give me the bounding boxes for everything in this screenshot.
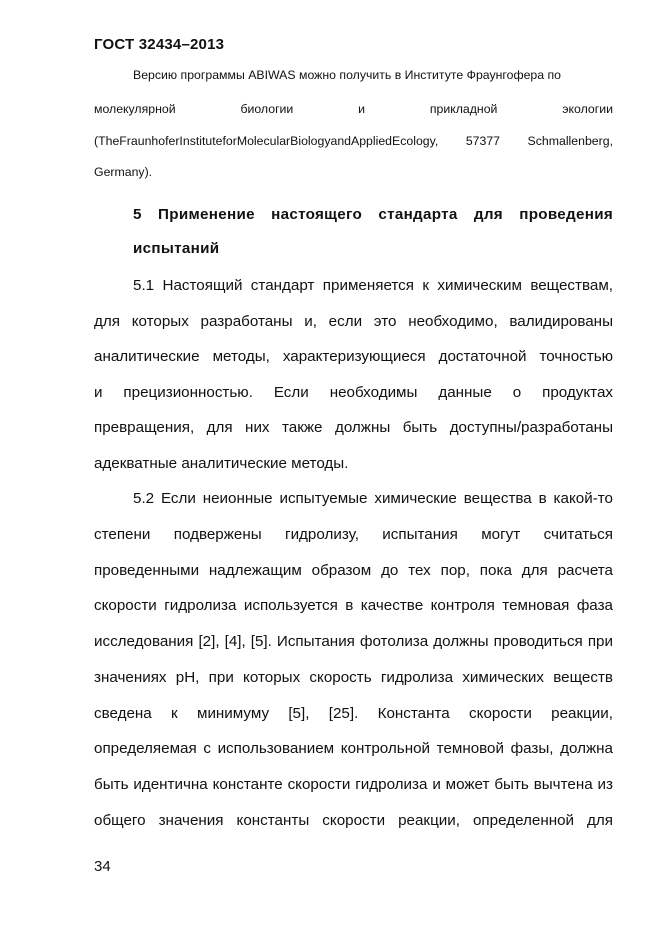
paragraph-line: определяемая с использованием контрольной темновой фазы, должна bbox=[94, 740, 613, 757]
paragraph-line: значениях pH, при которых скорость гидролиза химических веществ bbox=[94, 669, 613, 686]
standard-header: ГОСТ 32434–2013 bbox=[94, 36, 225, 53]
paragraph-line: для которых разработаны и, если это необходимо, валидированы bbox=[94, 313, 613, 330]
paragraph-line: степени подвержены гидролизу, испытания могут считаться bbox=[94, 526, 613, 543]
paragraph-line: и прецизионностью. Если необходимы данные о продуктах bbox=[94, 384, 613, 401]
page-number: 34 bbox=[94, 858, 111, 875]
paragraph-line: проведенными надлежащим образом до тех пор, пока для расчета bbox=[94, 562, 613, 579]
note-line: молекулярной биологии и прикладной экологии bbox=[94, 102, 613, 116]
section-heading: 5 Применение настоящего стандарта для проведения bbox=[133, 206, 613, 223]
paragraph-line: общего значения константы скорости реакции, определенной для bbox=[94, 812, 613, 829]
paragraph-line: 5.1 Настоящий стандарт применяется к химическим веществам, bbox=[133, 277, 613, 294]
note-line: Версию программы ABIWAS можно получить в Институте Фраунгофера по bbox=[133, 68, 562, 82]
paragraph-line: превращения, для них также должны быть доступны/разработаны bbox=[94, 419, 613, 436]
paragraph-line: адекватные аналитические методы. bbox=[94, 455, 349, 472]
paragraph-line: сведена к минимуму [5], [25]. Константа скорости реакции, bbox=[94, 705, 613, 722]
paragraph-line: быть идентична константе скорости гидролиза и может быть вычтена из bbox=[94, 776, 613, 793]
note-line: Germany). bbox=[94, 165, 153, 179]
paragraph-line: скорости гидролиза используется в качестве контроля темновая фаза bbox=[94, 597, 613, 614]
paragraph-line: 5.2 Если неионные испытуемые химические вещества в какой-то bbox=[133, 490, 613, 507]
section-heading: испытаний bbox=[133, 240, 220, 257]
note-line: (TheFraunhoferInstituteforMolecularBiologyandAppliedEcology, 57377 Schmallenberg, bbox=[94, 134, 613, 148]
paragraph-line: исследования [2], [4], [5]. Испытания фотолиза должны проводиться при bbox=[94, 633, 613, 650]
paragraph-line: аналитические методы, характеризующиеся достаточной точностью bbox=[94, 348, 613, 365]
